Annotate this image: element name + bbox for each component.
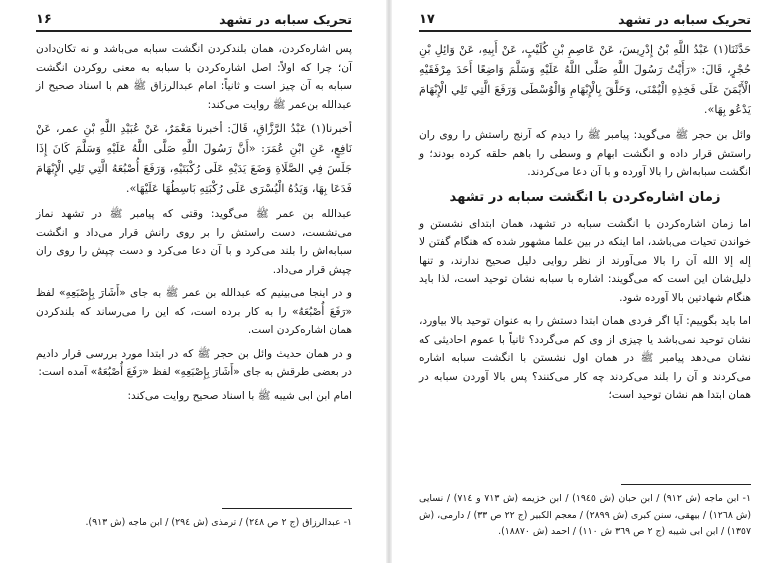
left-footnotes	[36, 508, 352, 532]
footnote-rule	[621, 484, 751, 485]
body-paragraph: و در اینجا می‌بینیم که عبدالله بن عمر ﷺ به جای «أَشَارَ بِإِصْبَعِهِ» لفظ «رَفَعَ أُصْبُعَهُ» را به کار برده است، که این را می‌رساند که بلندکردن همان اشاره‌کردن است.	[36, 287, 352, 336]
footnote: ١- عبدالرزاق (ج ٢ ص ٢٤٨) / ترمذی (ش ٢٩٤) / ابن ماجه (ش ٩١٣).	[85, 517, 352, 528]
right-page	[392, 0, 779, 563]
body-paragraph: پس اشاره‌کردن، همان بلندکردن انگشت سبابه می‌باشد و نه تکان‌دادن آن؛ چرا که اولاً: اصل اشاره‌کردن با سبابه به معنی روکردن انگشت سبابه به آن چیز است و ثانیاً: امام عبدالرزاق ﷺ هم با اسناد صحیح از عبدالله بن‌عمر ﷺ روایت می‌کند:	[36, 43, 352, 111]
right-page-body	[419, 40, 751, 410]
arabic-hadith-text: حَدَّثَنَا(١) عَبْدُ اللَّهِ بْنُ إِدْرِيسَ، عَنْ عَاصِمِ بْنِ كُلَيْبٍ، عَنْ أَبِيهِ، عَنْ وَائِلِ بْنِ حُجْرٍ، قَالَ: «رَأَيْتُ رَسُولَ اللَّهِ صَلَّى اللَّهُ عَلَيْهِ وَسَلَّمَ وَاضِعًا أَحَدَ مِرْفَقَيْهِ الْأَيْمَنَ عَلَى فَخِذِهِ الْيُمْنَى، وَحَلَّقَ بِالْإِبْهَامِ وَالْوُسْطَى وَرَفَعَ الَّتِي تَلِي الْإِبْهَامَ يَدْعُو بِهَا».	[419, 43, 751, 116]
left-page-header	[36, 8, 352, 32]
running-title: تحریک سبابه در تشهد	[219, 12, 352, 27]
section-heading: زمان اشاره‌کردن با انگشت سبابه در تشهد	[449, 189, 721, 205]
body-paragraph: اما زمان اشاره‌کردن با انگشت سبابه در تشهد، همان ابتدای نشستن و خواندن تحیات می‌باشد، اما اینکه در بین علما مشهور شده که هنگام گفتن لا إله إلا الله آن را بالا می‌آورند از نظر روایی دلیل صحیح ندارند، و تنها دلیل‌شان این است که می‌گویند: اشاره با سبابه نشان توحید است، لذا باید هنگام شهادتین بالا آورده شود.	[419, 217, 751, 304]
running-title: تحریک سبابه در تشهد	[618, 12, 751, 27]
footnote-rule	[222, 508, 352, 509]
right-footnotes	[419, 484, 751, 541]
page-number: ۱۷	[419, 12, 435, 27]
footnote: ١- ابن ماجه (ش ٩١٢) / ابن حبان (ش ١٩٤٥) / ابن خزیمه (ش ٧١٣ و ٧١٤) / نسایی (ش ١٢٦٨) / بیهقی، سنن کبری (ش ٢٨٩٩) / معجم الکبیر (ج ٢٢ ص ٣٣) / دارمی، (ش ١٣٥٧) / ابن ابی شیبه (ج ٢ ص ٣٦٩ ش ١١٠) / احمد (ش ١٨٨٧٠).	[419, 493, 752, 537]
body-paragraph: وائل بن حجر ﷺ می‌گوید: پیامبر ﷺ را دیدم که آرنج راستش را روی ران راستش قرار داده و انگشت ابهام و وسطی را باهم حلقه کرده بودند؛ و انگشت سبابه‌اش را بالا آورده و با آن دعا می‌کردند.	[419, 129, 751, 178]
left-page-body	[36, 40, 352, 410]
right-page-header	[419, 8, 751, 32]
arabic-hadith-text: أخبرنا(١) عَبْدُ الرَّزَّاقِ، قَالَ: أخبرنا مَعْمَرٌ، عَنْ عُبَيْدِ اللَّهِ بْنِ عمر، عَنْ نَافِعٍ، عَنِ ابْنِ عُمَرَ: «أَنَّ رَسُولَ اللَّهِ صَلَّى اللَّهُ عَلَيْهِ وَسَلَّمَ كَانَ إِذَا جَلَسَ فِي الصَّلَاةِ وَضَعَ يَدَيْهِ عَلَى رُكْبَتَيْهِ، وَرَفَعَ أُصْبُعَهُ الَّتِي تَلِي الْإِبْهَامَ فَدَعَا بِهَا، وَيَدُهُ الْيُسْرَى عَلَى رُكْبَتِهِ بَاسِطُهَا عَلَيْهَا».	[36, 122, 352, 195]
left-page	[0, 0, 386, 563]
body-paragraph: و در همان حدیث وائل بن حجر ﷺ که در ابتدا مورد بررسی قرار دادیم در بعضی طرقش به جای «أَشَارَ بِإِصْبَعِهِ» لفظ «رَفَعَ أُصْبُعَهُ» آمده است:	[36, 347, 352, 378]
page-number: ۱۶	[36, 12, 52, 27]
body-paragraph: عبدالله بن عمر ﷺ می‌گوید: وقتی که پیامبر ﷺ در تشهد نماز می‌نشست، دست راستش را بر روی رانش قرار می‌داد و انگشت سبابه‌اش را بلند می‌کرد و با آن دعا می‌کرد و دست چپش را روی ران چپش قرار می‌داد.	[36, 208, 352, 276]
body-paragraph: اما باید بگوییم: آیا اگر فردی همان ابتدا دستش را به عنوان توحید بالا بیاورد، نشان توحید نمی‌باشد یا چیزی از وی کم می‌گردد؟ ثانیاً با عموم احادیثی که نشان می‌دهد پیامبر ﷺ در همان اول نشستن با انگشت سبابه اشاره می‌کردند و آن را بلند می‌کردند چه کار می‌کنند؟ پس بالا آوردن سبابه در همان ابتدا هم نشان توحید است؛	[419, 315, 751, 401]
body-paragraph: امام ابن ابی شیبه ﷺ با اسناد صحیح روایت می‌کند:	[127, 389, 352, 402]
